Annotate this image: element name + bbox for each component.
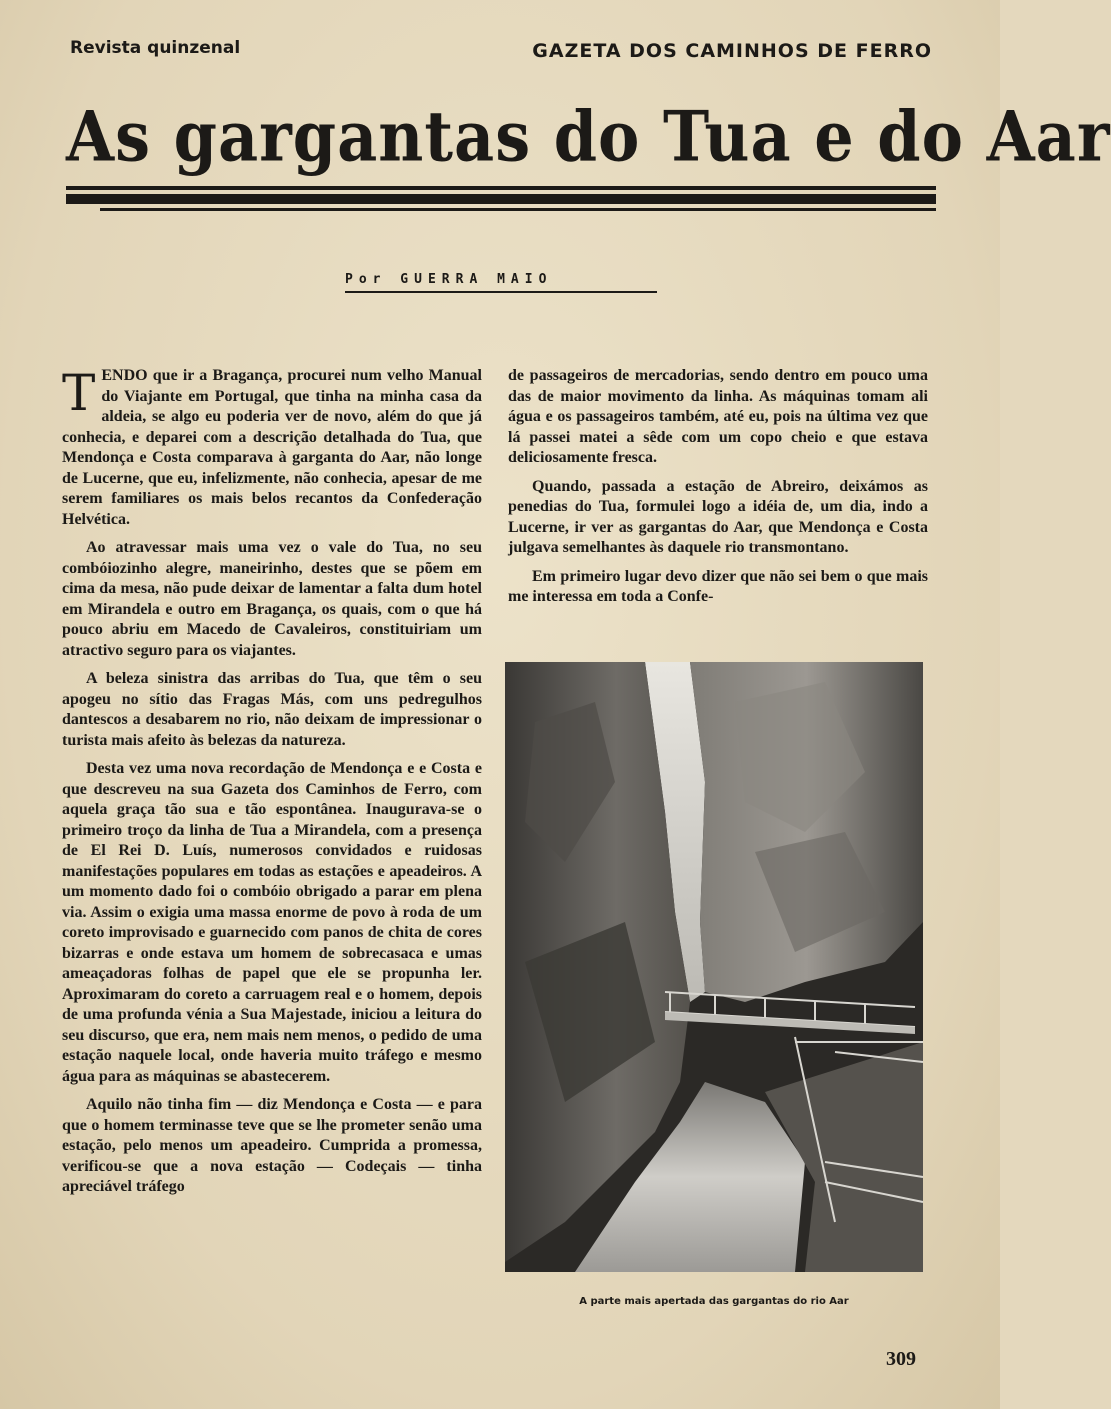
- article-title: As gargantas do Tua e do Aar: [66, 95, 1111, 178]
- header-right: GAZETA DOS CAMINHOS DE FERRO: [532, 40, 932, 62]
- byline-rule: [345, 291, 657, 293]
- text-column-right: [508, 366, 928, 616]
- page-number: 309: [886, 1348, 916, 1370]
- byline: Por GUERRA MAIO: [345, 272, 553, 287]
- gorge-photo: [505, 662, 923, 1272]
- title-rule: [100, 208, 936, 211]
- text-column-left: [62, 366, 482, 1206]
- paragraph: Desta vez uma nova recordação de Mendonça e e Costa e que descreveu na sua Gazeta dos Caminhos de Ferro, com aquela graça tão sua e tão espontânea. Inaugurava-se o primeiro troço da linha de Tua a Mirandela, com a presença de El Rei D. Luís, numerosos convidados e ruidosas manifestações populares em todas as estações e apeadeiros. A um momento dado foi o combóio obrigado a parar em plena via. Assim o exigia uma massa enorme de povo à roda de um coreto improvisado e guarnecido com panos de chita de cores bizarras e onde estava um homem de sobrecasaca e umas ameaçadoras folhas de papel que ele se propunha ler. Aproximaram do coreto a carruagem real e o homem, depois de uma profunda vénia a Sua Majestade, iniciou a leitura do seu discurso, que era, nem mais nem menos, o pedido de uma estação naquele local, onde haveria muito tráfego e mesmo água para as máquinas se abastecerem.: [62, 760, 482, 1085]
- paragraph: Em primeiro lugar devo dizer que não sei bem o que mais me interessa em toda a Confe-: [508, 567, 928, 605]
- paragraph: [62, 366, 482, 530]
- drop-cap: T: [62, 364, 96, 422]
- paragraph: Ao atravessar mais uma vez o vale do Tua, no seu combóiozinho alegre, maneirinho, destes que se põem em cima da mesa, não pude deixar de lamentar a falta dum hotel em Mirandela e outro em Bragança, os quais, com o que há pouco abriu em Macedo de Cavaleiros, constituiriam um atractivo seguro para os viajantes.: [62, 539, 482, 659]
- paragraph: Quando, passada a estação de Abreiro, deixámos as penedias do Tua, formulei logo a idéia de, um dia, indo a Lucerne, ir ver as gargantas do Aar, que Mendonça e Costa julgava semelhantes às daquele rio transmontano.: [508, 477, 928, 556]
- paragraph: Aquilo não tinha fim — diz Mendonça e Costa — e para que o homem terminasse teve que se lhe prometer senão uma estação, pelo menos um apeadeiro. Cumprida a promessa, verificou-se que a nova estação — Codeçais — tinha apreciável tráfego: [62, 1096, 482, 1195]
- photo-caption: A parte mais apertada das gargantas do rio Aar: [579, 1296, 849, 1307]
- gorge-illustration: [505, 662, 923, 1272]
- title-rule: [66, 186, 936, 190]
- paragraph: A beleza sinistra das arribas do Tua, que têm o seu apogeu no sítio das Fragas Más, com uns pedregulhos dantescos a desabarem no rio, não deixam de impressionar o turista mais afeito às belezas da natureza.: [62, 670, 482, 749]
- paragraph-text: ENDO que ir a Bragança, procurei num velho Manual do Viajante em Portugal, que tinha na minha casa da aldeia, se algo eu poderia ver de novo, além do que já conhecia, e deparei com a descrição detalhada do Tua, que Mendonça e Costa comparava à garganta do Aar, não longe de Lucerne, que eu, infelizmente, não conhecia, apesar de me serem familiares os mais belos recantos da Confederação Helvética.: [62, 367, 482, 528]
- title-rule: [66, 194, 936, 204]
- paragraph: de passageiros de mercadorias, sendo dentro em pouco uma das de maior movimento da linha. As máquinas tomam ali água e os passageiros também, até eu, pois na última vez que lá passei matei a sêde com um copo cheio e que estava deliciosamente fresca.: [508, 367, 928, 466]
- header-left: Revista quinzenal: [70, 38, 241, 58]
